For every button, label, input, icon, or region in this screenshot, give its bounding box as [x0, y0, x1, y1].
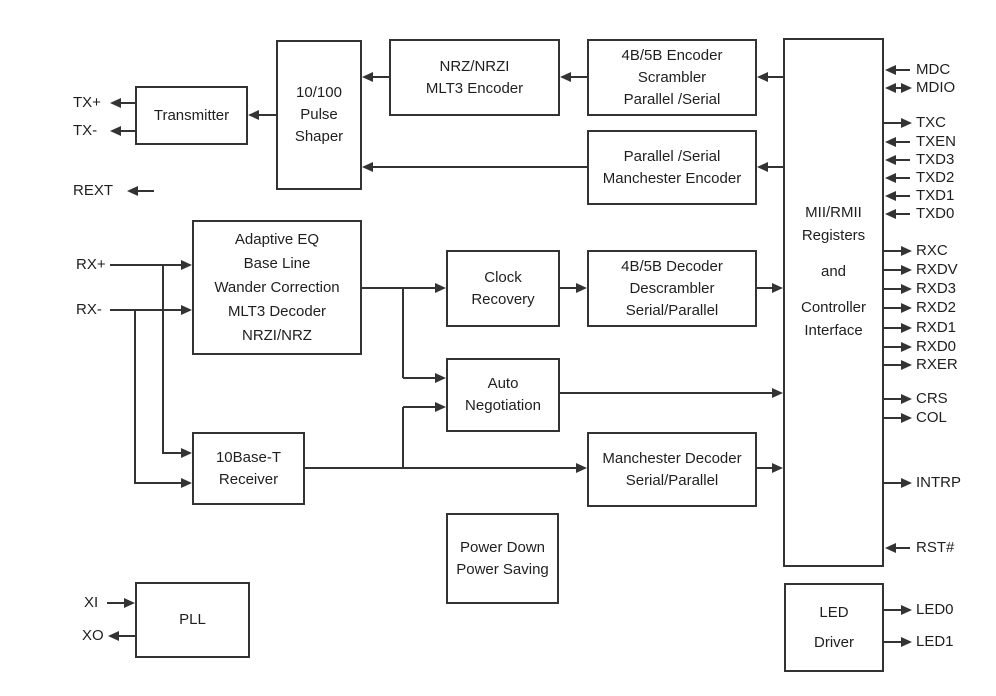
- wire: [884, 307, 901, 309]
- port-label-xo: XO: [82, 627, 104, 644]
- wire: [120, 130, 135, 132]
- arrowhead-right: [576, 463, 587, 473]
- wire: [403, 406, 437, 408]
- arrowhead-right: [901, 605, 912, 615]
- wire: [896, 547, 910, 549]
- wire: [884, 122, 901, 124]
- mii-rmii-registers-label: and: [820, 262, 847, 280]
- port-label-rx-plus: RX+: [76, 256, 106, 273]
- arrowhead-right: [181, 448, 192, 458]
- wire: [371, 76, 389, 78]
- arrowhead-right: [181, 305, 192, 315]
- pin-label-rxer: RXER: [916, 356, 958, 373]
- pin-label-rxdv: RXDV: [916, 261, 958, 278]
- wire: [135, 482, 183, 484]
- arrowhead-right: [435, 283, 446, 293]
- wire: [120, 102, 135, 104]
- arrowhead-right: [901, 394, 912, 404]
- arrowhead-right: [181, 478, 192, 488]
- wire: [569, 76, 587, 78]
- wire: [163, 452, 183, 454]
- wire: [767, 166, 783, 168]
- arrowhead-right: [901, 303, 912, 313]
- arrowhead-left: [108, 631, 119, 641]
- wire: [162, 265, 164, 454]
- mii-rmii-registers-label: MII/RMII Registers: [801, 203, 866, 244]
- wire: [896, 141, 910, 143]
- wire: [305, 467, 578, 469]
- pin-label-txc: TXC: [916, 114, 946, 131]
- arrowhead-left: [110, 126, 121, 136]
- power-down-label: Power Down Power Saving: [456, 538, 549, 578]
- led-driver-label: LED Driver: [814, 603, 854, 651]
- manchester-encoder-block: [587, 130, 757, 205]
- pulse-shaper-label: 10/100 Pulse Shaper: [294, 84, 344, 145]
- manchester-encoder-label: Parallel /Serial Manchester Encoder: [602, 147, 742, 187]
- wire: [884, 641, 901, 643]
- arrowhead-right: [901, 360, 912, 370]
- wire: [371, 166, 587, 168]
- arrowhead-left: [127, 186, 138, 196]
- 4b5b-encoder-block: [587, 39, 757, 116]
- pll-label: PLL: [179, 611, 206, 628]
- pin-label-rxd3: RXD3: [916, 280, 957, 297]
- arrowhead-left: [885, 191, 896, 201]
- power-down-block: [446, 513, 559, 604]
- pin-label-rxd1: RXD1: [916, 319, 957, 336]
- wire: [884, 327, 901, 329]
- wire: [884, 346, 901, 348]
- port-label-rext: REXT: [73, 182, 114, 199]
- arrowhead-left: [885, 155, 896, 165]
- adaptive-eq-label: Adaptive EQ Base Line Wander Correction MLT3 Decoder NRZI/NRZ: [214, 230, 340, 344]
- wire: [896, 159, 910, 161]
- 4b5b-decoder-block: [587, 250, 757, 327]
- wire: [884, 417, 901, 419]
- wire: [110, 264, 183, 266]
- arrowhead-left: [757, 162, 768, 172]
- arrowhead-left: [757, 72, 768, 82]
- arrowhead-right: [901, 478, 912, 488]
- pin-label-txd3: TXD3: [916, 151, 955, 168]
- arrowhead-right: [181, 260, 192, 270]
- arrowhead-right: [772, 388, 783, 398]
- wire: [884, 269, 901, 271]
- wire: [896, 213, 910, 215]
- arrowhead-right: [901, 637, 912, 647]
- arrowhead-left: [248, 110, 259, 120]
- mii-rmii-registers-label: Controller Interface: [800, 298, 867, 339]
- wire: [134, 310, 136, 484]
- port-label-rx-minus: RX-: [76, 301, 102, 318]
- pin-label-intrp: INTRP: [916, 474, 961, 491]
- wire: [884, 609, 901, 611]
- arrowhead-left: [560, 72, 571, 82]
- arrowhead-right: [772, 463, 783, 473]
- arrowhead-right: [435, 402, 446, 412]
- manchester-decoder-label: Manchester Decoder Serial/Parallel: [602, 449, 742, 489]
- pin-label-led0: LED0: [916, 601, 954, 618]
- auto-negotiation-label: Auto Negotiation: [465, 375, 541, 414]
- wire: [884, 482, 901, 484]
- arrowhead-right: [901, 413, 912, 423]
- wire: [560, 392, 774, 394]
- wire: [403, 377, 437, 379]
- arrowhead-right: [901, 323, 912, 333]
- arrowhead-left: [885, 173, 896, 183]
- wire: [884, 398, 901, 400]
- wire: [884, 250, 901, 252]
- led-driver-block: [784, 583, 884, 672]
- wire: [402, 407, 404, 469]
- manchester-decoder-block: [587, 432, 757, 507]
- nrz-mlt3-encoder-label: NRZ/NRZI MLT3 Encoder: [425, 57, 524, 97]
- arrowhead-left: [885, 209, 896, 219]
- wire: [884, 364, 901, 366]
- pin-label-txd1: TXD1: [916, 187, 955, 204]
- wire: [137, 190, 154, 192]
- pin-label-rxc: RXC: [916, 242, 948, 259]
- wire: [767, 76, 783, 78]
- transmitter-block: [135, 86, 248, 145]
- arrowhead-left: [362, 72, 373, 82]
- arrowhead-right: [901, 284, 912, 294]
- wire: [896, 177, 910, 179]
- pin-label-txd0: TXD0: [916, 205, 955, 222]
- pin-label-rxd0: RXD0: [916, 338, 957, 355]
- wire: [257, 114, 276, 116]
- pin-label-rst: RST#: [916, 539, 955, 556]
- 4b5b-encoder-label: 4B/5B Encoder Scrambler Parallel /Serial: [621, 46, 723, 108]
- arrowhead-right: [901, 118, 912, 128]
- arrowhead-left: [362, 162, 373, 172]
- arrowhead-right: [901, 83, 912, 93]
- wire: [402, 288, 404, 378]
- transmitter-label: Transmitter: [153, 106, 230, 124]
- adaptive-eq-block: [192, 220, 362, 355]
- pll-block: [135, 582, 250, 658]
- port-label-xi: XI: [84, 594, 99, 611]
- wire: [362, 287, 437, 289]
- pin-label-col: COL: [916, 409, 947, 426]
- 10base-t-receiver-label: 10Base-T Receiver: [215, 448, 282, 488]
- arrowhead-left: [885, 137, 896, 147]
- nrz-mlt3-encoder-block: [389, 39, 560, 116]
- arrowhead-right: [901, 246, 912, 256]
- auto-negotiation-block: [446, 358, 560, 432]
- arrowhead-right: [901, 342, 912, 352]
- wire: [107, 602, 125, 604]
- port-label-tx-minus: TX-: [73, 122, 98, 139]
- pin-label-mdc: MDC: [916, 61, 951, 78]
- arrowhead-left: [885, 65, 896, 75]
- wire: [118, 635, 135, 637]
- clock-recovery-label: Clock Recovery: [471, 268, 535, 308]
- 10base-t-receiver-block: [192, 432, 305, 505]
- pin-label-rxd2: RXD2: [916, 299, 957, 316]
- clock-recovery-block: [446, 250, 560, 327]
- arrowhead-left: [885, 543, 896, 553]
- port-label-tx-plus: TX+: [73, 94, 101, 111]
- pin-label-txd2: TXD2: [916, 169, 955, 186]
- mii-rmii-registers-block: [783, 38, 884, 567]
- pin-label-mdio: MDIO: [916, 79, 956, 96]
- wire: [110, 309, 183, 311]
- wire: [896, 195, 910, 197]
- pin-label-led1: LED1: [916, 633, 954, 650]
- arrowhead-right: [576, 283, 587, 293]
- 4b5b-decoder-label: 4B/5B Decoder Descrambler Serial/Parallel: [621, 257, 723, 319]
- pin-label-txen: TXEN: [916, 133, 957, 150]
- wire: [896, 69, 910, 71]
- arrowhead-right: [901, 265, 912, 275]
- pin-label-crs: CRS: [916, 390, 948, 407]
- arrowhead-right: [435, 373, 446, 383]
- wire: [884, 288, 901, 290]
- arrowhead-left: [110, 98, 121, 108]
- arrowhead-right: [772, 283, 783, 293]
- arrowhead-right: [124, 598, 135, 608]
- pulse-shaper-block: [276, 40, 362, 190]
